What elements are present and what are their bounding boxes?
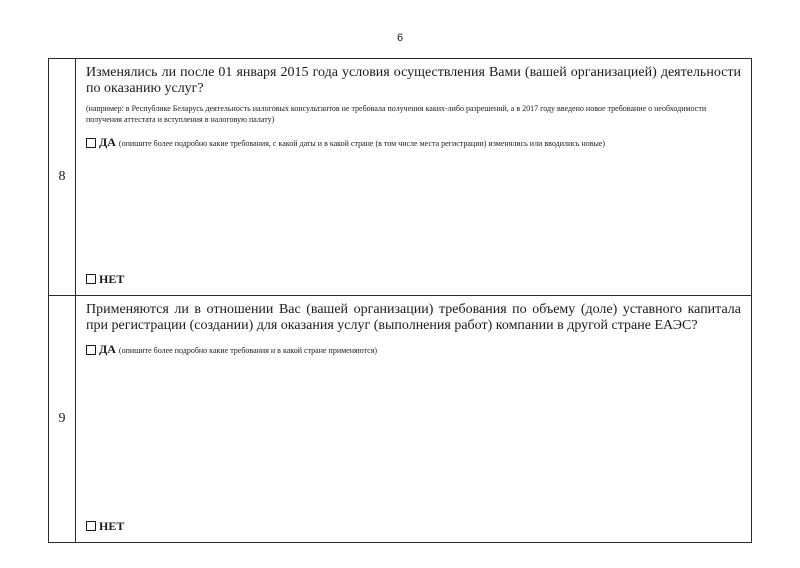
yes-checkbox[interactable] — [86, 345, 96, 355]
yes-hint: (опишите более подробно какие требования и в какой стране применяются) — [118, 346, 378, 355]
question-text: Применяются ли в отношении Вас (вашей организации) требования по объему (доле) уставного капитала при регистрации (создании) для оказания услуг (выполнения работ) компании в другой стране ЕАЭС? — [86, 302, 741, 333]
option-no — [86, 519, 127, 534]
questionnaire-table — [48, 58, 752, 543]
page-number: 6 — [396, 32, 404, 44]
option-yes — [86, 137, 741, 149]
row-number: 8 — [49, 59, 76, 296]
no-checkbox[interactable] — [86, 521, 96, 531]
yes-label: ДА — [99, 135, 116, 149]
option-yes — [86, 344, 741, 356]
question-row-9 — [49, 296, 752, 543]
question-cell — [76, 296, 752, 543]
yes-label: ДА — [99, 342, 116, 356]
question-note: (например: в Республике Беларусь деятельность налоговых консультантов не требовала получения каких-либо разрешений, а в 2017 году введено новое требование о необходимости получения аттестата и вступления в налоговую палату) — [86, 104, 707, 124]
no-label: НЕТ — [99, 272, 125, 286]
yes-hint: (опишите более подробно какие требования, с какой даты и в какой стране (в том числе места регистрации) изменялись или вводились новые) — [118, 139, 606, 148]
no-label: НЕТ — [99, 519, 125, 533]
row-number: 9 — [49, 296, 76, 543]
question-cell — [76, 59, 752, 296]
option-no — [86, 272, 127, 287]
question-text: Изменялись ли после 01 января 2015 года условия осуществления Вами (вашей организацией) деятельности по оказанию услуг? — [86, 65, 741, 96]
question-row-8 — [49, 59, 752, 296]
yes-checkbox[interactable] — [86, 138, 96, 148]
no-checkbox[interactable] — [86, 274, 96, 284]
